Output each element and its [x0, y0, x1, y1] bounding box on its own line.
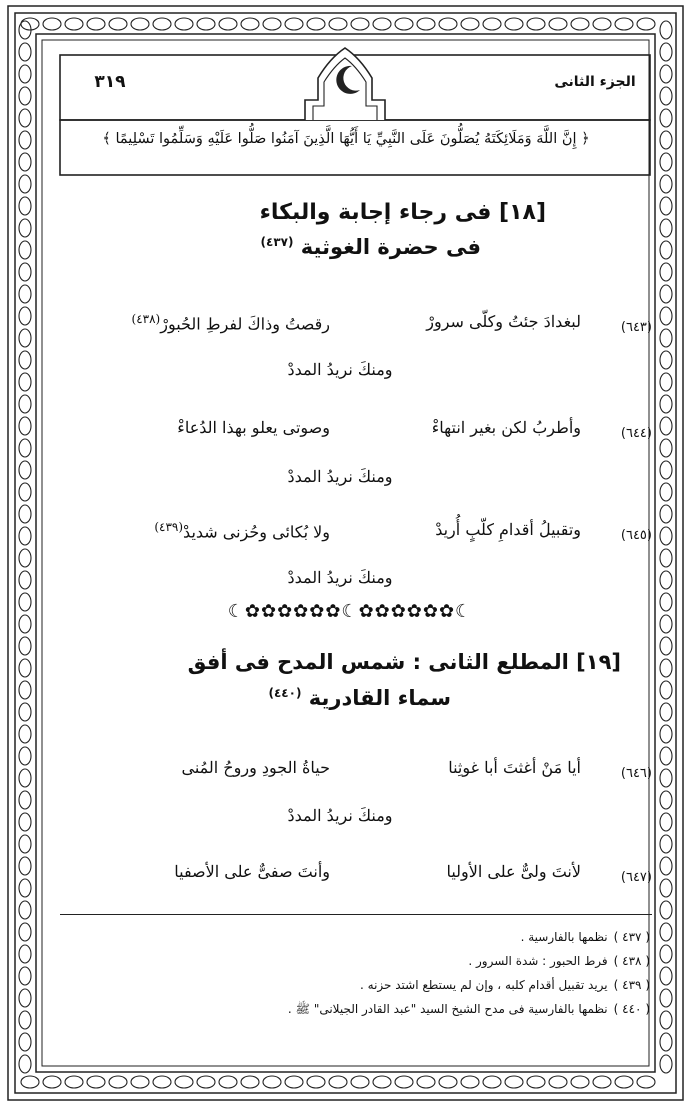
part-label: الجزء الثانى [554, 74, 636, 90]
refrain-line: ومنكَ نريدُ المددْ [287, 806, 393, 825]
verse-second-hemistich: وصوتى يعلو بهذا الدُعاءْ [177, 418, 330, 437]
section-19-title-line2: سماء القادرية $^{(٤٤٠)}$ [268, 686, 451, 710]
verse-first-hemistich: وأطربُ لكن بغير انتهاءْ [431, 418, 581, 437]
quran-verse-band: ﴿ إِنَّ اللَّهَ وَمَلَائِكَتَهُ يُصَلُّونَ عَلَى النَّبِيِّ يَا أَيُّهَا الَّذِينَ آمَنُوا صَلُّوا عَلَيْهِ وَسَلِّمُوا تَسْلِيمًا ﴾ [102, 131, 590, 147]
footnote: ( ٤٤٠ )نظمها بالفارسية فى مدح الشيخ السيد "عبد القادر الجيلانى" ﷺ . [287, 1002, 650, 1016]
footnote: ( ٤٣٧ )نظمها بالفارسية . [520, 930, 650, 944]
refrain-line: ومنكَ نريدُ المددْ [287, 360, 393, 379]
section-18-title-line1: [١٨] فى رجاء إجابة والبكاء [259, 200, 546, 225]
section-18-title-line2: فى حضرة الغوثية $^{(٤٣٧)}$ [260, 235, 481, 259]
verse-number: (٦٤٧) [620, 870, 652, 885]
footnote: ( ٤٣٩ )يريد تقبيل أقدام كلبه ، وإن لم يستطع اشتد حزنه . [360, 978, 650, 992]
refrain-line: ومنكَ نريدُ المددْ [287, 568, 393, 587]
verse-footnote-ref: (٤٣٩) [154, 520, 184, 534]
section-19-title-line1: [١٩] المطلع الثانى : شمس المدح فى أفق [187, 650, 621, 674]
verse-first-hemistich: أيا مَنْ أغثتَ أبا غوثِنا [448, 758, 581, 777]
section-18-footnote-ref: (٤٣٧) [260, 235, 294, 249]
verse-second-hemistich: وأنتَ صفىٌّ على الأصفيا [174, 862, 330, 881]
footnote: ( ٤٣٨ )فرط الحبور : شدة السرور . [468, 954, 650, 968]
section-19-footnote-ref: (٤٤٠) [268, 686, 302, 700]
verse-number: (٦٤٦) [620, 766, 652, 781]
ornament-divider: ☾✿✿✿✿✿✿☾✿✿✿✿✿✿☾ [227, 601, 473, 622]
verse-number: (٦٤٤) [620, 426, 652, 441]
verse-first-hemistich: لأنتَ ولىٌّ على الأوليا [446, 862, 581, 881]
verse-second-hemistich: ولا بُكائى وحُزنى شديدْ$^{(٤٣٩)}$ [154, 520, 330, 542]
refrain-line: ومنكَ نريدُ المددْ [287, 467, 393, 486]
footnote-separator [60, 914, 652, 915]
verse-first-hemistich: لبغدادَ جئتُ وكلّى سرورْ [426, 312, 581, 331]
page-number: ٣١٩ [94, 72, 126, 92]
verse-second-hemistich: رقصتُ وذاكَ لفرطِ الحُبورْ$^{(٤٣٨)}$ [131, 312, 330, 334]
verse-number: (٦٤٣) [620, 320, 652, 335]
verse-first-hemistich: وتقبيلُ أقدامِ كلّبٍ أُريدْ [435, 520, 581, 539]
verse-footnote-ref: (٤٣٨) [131, 312, 161, 326]
verse-number: (٦٤٥) [620, 528, 652, 543]
verse-second-hemistich: حياةُ الجودِ وروحُ المُنى [181, 758, 330, 777]
